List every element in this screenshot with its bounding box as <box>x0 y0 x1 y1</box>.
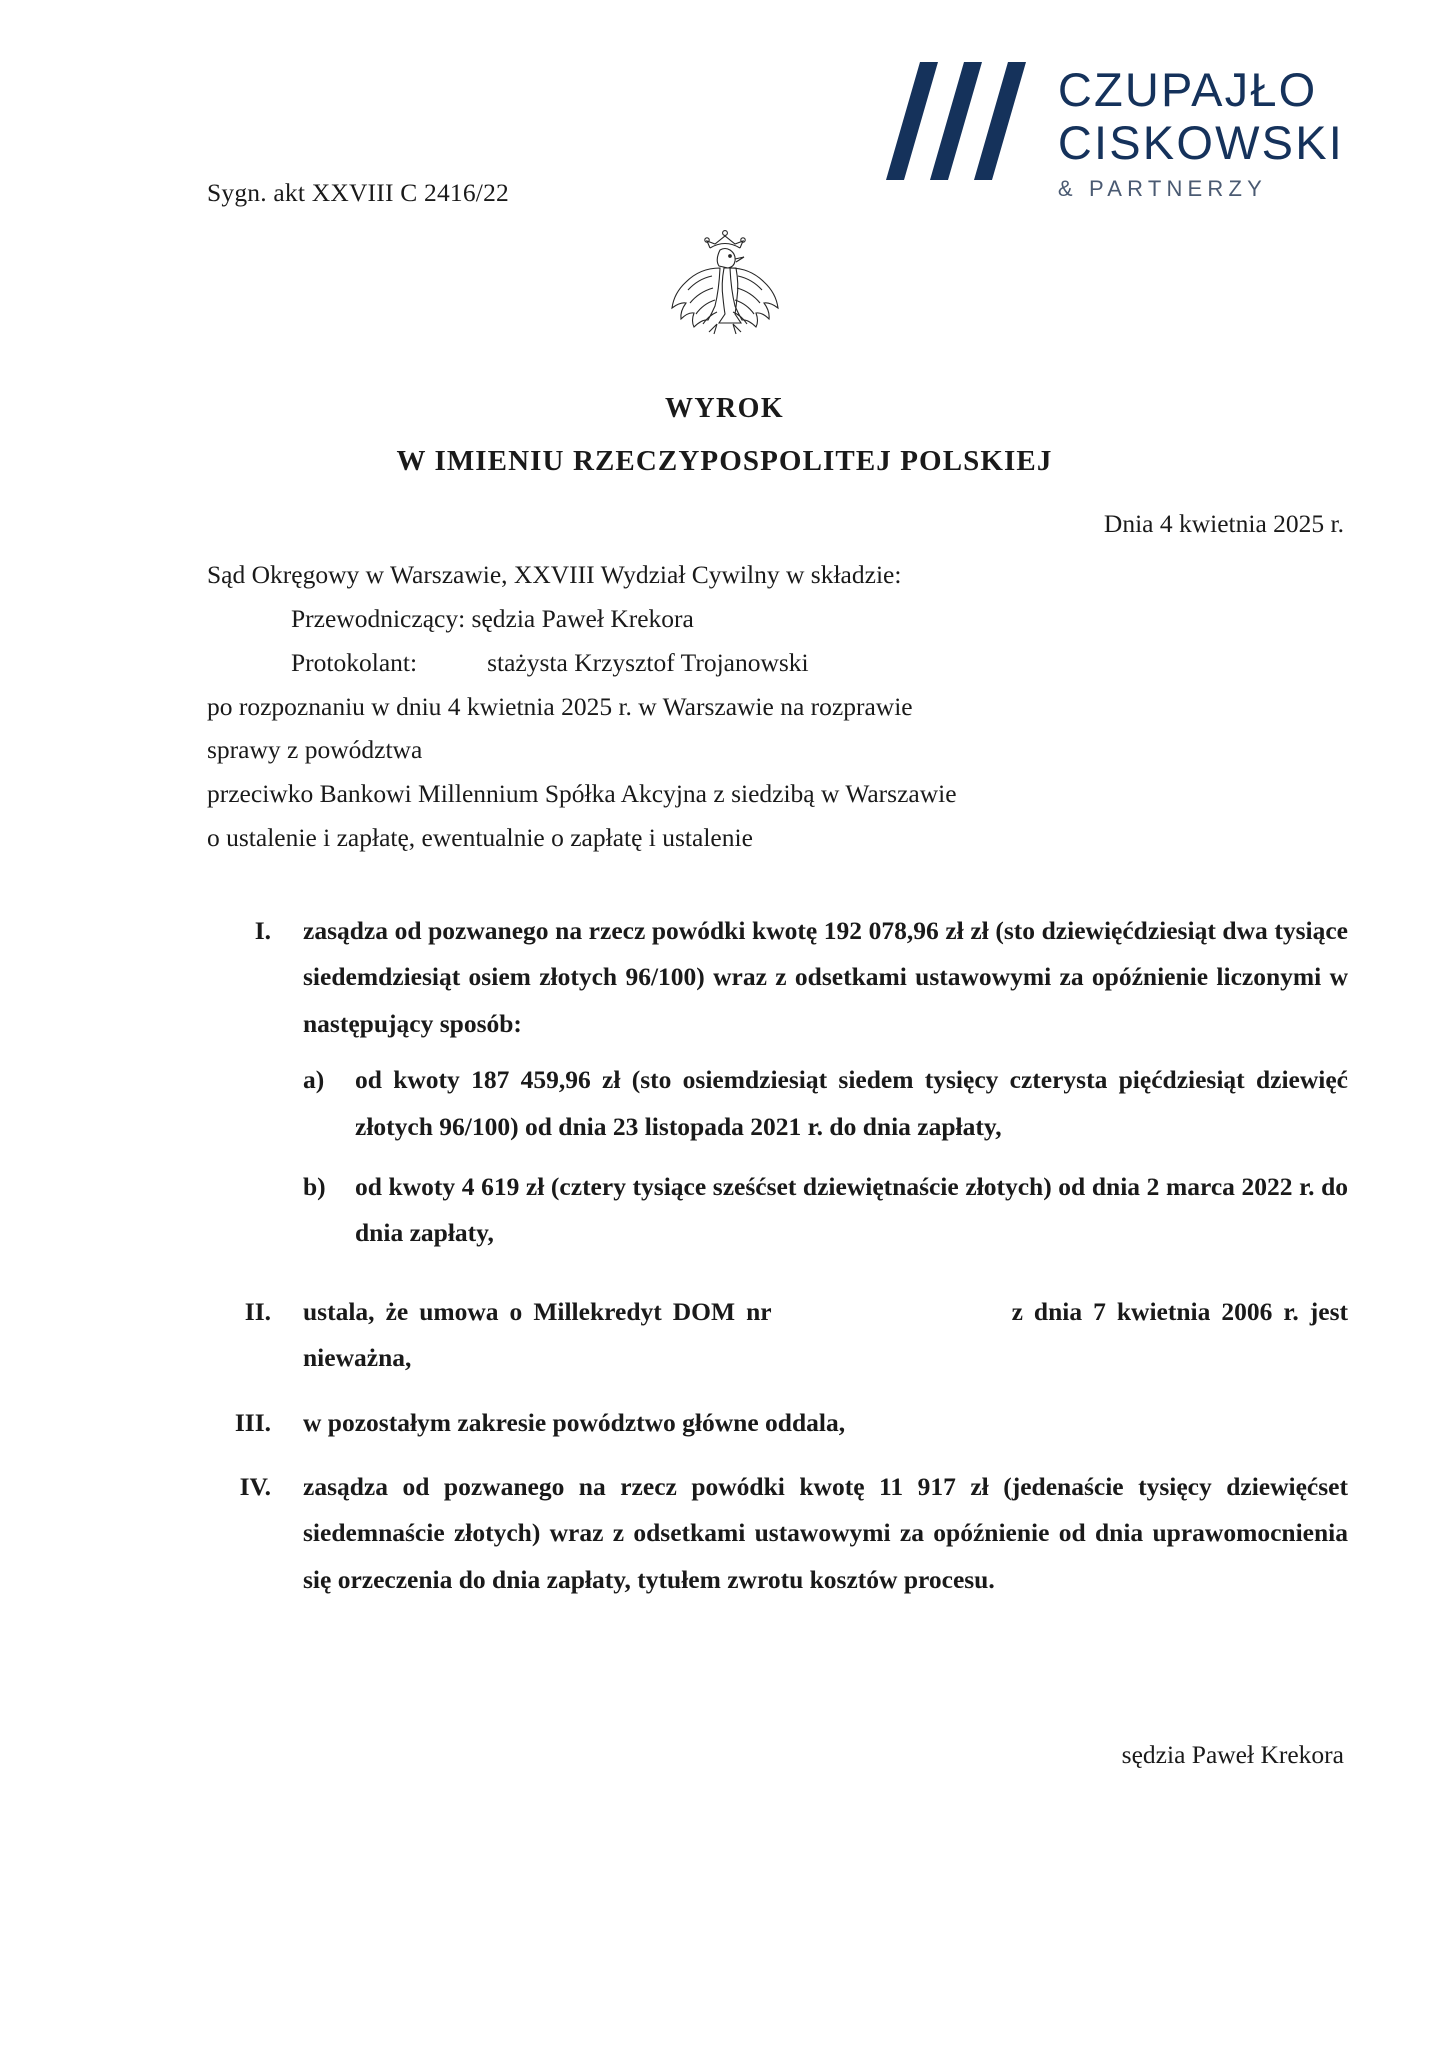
item-number: III. <box>234 1407 271 1437</box>
subitem-text: od kwoty 4 619 zł (cztery tysiące sześćset dziewiętnaście złotych) od dnia 2 marca 2022 r. do dnia zapłaty, <box>355 1172 1348 1248</box>
intro-block <box>207 553 1347 860</box>
item-number: II. <box>244 1296 271 1326</box>
logo-mark-icon <box>882 62 1032 180</box>
clerk-line <box>207 641 1347 685</box>
judgement-item <box>207 1400 1348 1446</box>
item-body <box>303 1289 1348 1382</box>
item-text: zasądza od pozwanego na rzecz powódki kwotę 11 917 zł (jedenaście tysięcy dziewięćset siedemnaście złotych) wraz z odsetkami ustawowymi za opóźnienie od dnia uprawomocnienia się orzeczenia do dnia zapłaty, tytułem zwrotu kosztów procesu. <box>303 1472 1348 1594</box>
court-line: Sąd Okręgowy w Warszawie, XXVIII Wydział Cywilny w składzie: <box>207 560 902 589</box>
judge-signature: sędzia Paweł Krekora <box>1121 1740 1344 1769</box>
judgement-subitem <box>303 1164 1348 1257</box>
item-subitems <box>303 1057 1348 1257</box>
judgement-item <box>207 1464 1348 1603</box>
polish-eagle-emblem-icon <box>660 228 790 346</box>
plaintiff-line: sprawy z powództwa <box>207 735 423 765</box>
logo-wordmark <box>1058 62 1344 200</box>
judgement-items <box>207 908 1348 1621</box>
clerk-label: Protokolant: <box>291 647 418 677</box>
item-text: w pozostałym zakresie powództwo główne oddala, <box>303 1407 846 1437</box>
judgement-date: Dnia 4 kwietnia 2025 r. <box>1103 509 1344 538</box>
judgement-subitem <box>303 1057 1348 1150</box>
chair-line: Przewodniczący: sędzia Paweł Krekora <box>291 603 694 633</box>
subitem-number: a) <box>303 1065 325 1095</box>
subitem-text: od kwoty 187 459,96 zł (sto osiemdziesiąt siedem tysięcy czterysta pięćdziesiąt dziewięć złotych 96/100) od dnia 23 listopada 2021 r. do dnia zapłaty, <box>355 1065 1348 1141</box>
judgement-item <box>207 908 1348 1271</box>
judgement-item <box>207 1289 1348 1382</box>
logo-line-1: CZUPAJŁO <box>1057 63 1318 116</box>
hearing-line: po rozpoznaniu w dniu 4 kwietnia 2025 r. w Warszawie na rozprawie <box>207 691 913 721</box>
clerk-value: stażysta Krzysztof Trojanowski <box>487 647 809 677</box>
item-text-before-blank: ustala, że umowa o Millekredyt DOM nr <box>303 1296 772 1326</box>
subject-line: o ustalenie i zapłatę, ewentualnie o zapłatę i ustalenie <box>207 823 753 853</box>
item-number: IV. <box>239 1472 271 1502</box>
item-number: I. <box>254 916 271 945</box>
defendant-line: przeciwko Bankowi Millennium Spółka Akcyjna z siedzibą w Warszawie <box>207 779 957 809</box>
case-signature: Sygn. akt XXVIII C 2416/22 <box>207 178 509 207</box>
logo-line-3: & PARTNERZY <box>1057 176 1268 201</box>
item-text-after-blank: z dnia 7 kwietnia 2006 r. jest nieważna, <box>303 1296 1348 1373</box>
item-text: zasądza od pozwanego na rzecz powódki kwotę 192 078,96 zł zł (sto dziewięćdziesiąt dwa tysiące siedemdziesiąt osiem złotych 96/100) wraz z odsetkami ustawowymi za opóźnienie liczonymi w następujący sposób: <box>303 916 1348 1038</box>
document-title: WYROK <box>665 393 784 424</box>
subitem-number: b) <box>303 1172 326 1202</box>
firm-logo <box>882 62 1344 200</box>
document-subtitle: W IMIENIU RZECZYPOSPOLITEJ POLSKIEJ <box>396 445 1053 477</box>
logo-line-2: CISKOWSKI <box>1057 116 1344 169</box>
item-body <box>303 908 1348 1271</box>
